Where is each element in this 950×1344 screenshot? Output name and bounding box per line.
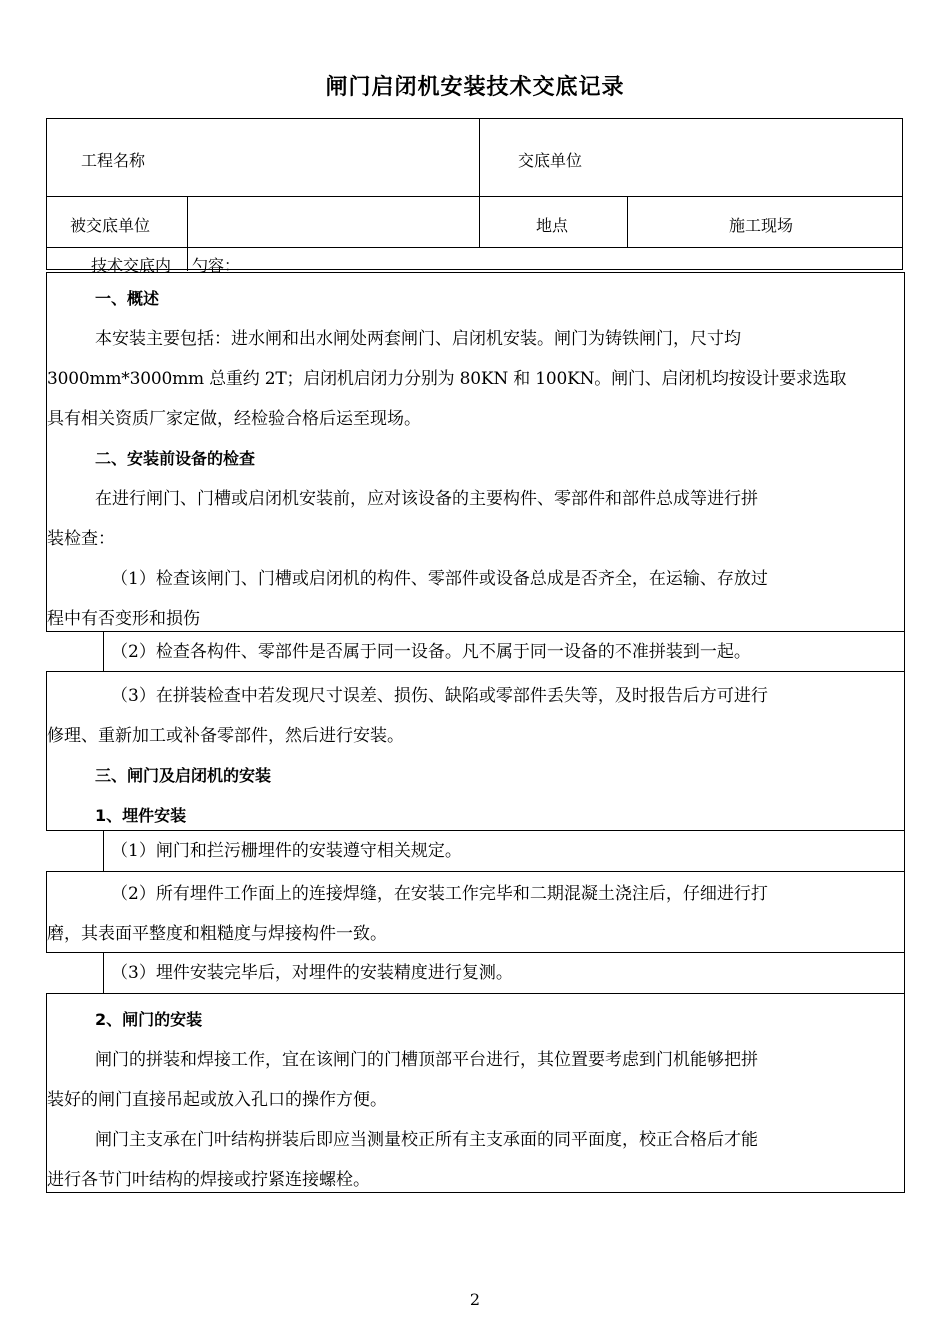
section3-sub1-item1: （1）闸门和拦污栅埋件的安装遵守相关规定。: [111, 841, 462, 861]
content-box-sub1-item1: [103, 830, 905, 872]
section3-sub1-item2-line: （2）所有埋件工作面上的连接焊缝，在安装工作完毕和二期混凝土浇注后，仔细进行打: [111, 884, 768, 904]
section2-item2: （2）检查各构件、零部件是否属于同一设备。凡不属于同一设备的不准拼装到一起。: [111, 642, 751, 662]
section2-para-line: 在进行闸门、门槽或启闭机安装前，应对该设备的主要构件、零部件和部件总成等进行拼: [95, 489, 758, 509]
section2-item1-line: （1）检查该闸门、门槽或启闭机的构件、零部件或设备总成是否齐全，在运输、存放过: [111, 569, 768, 589]
section1-para-line: 3000mm*3000mm 总重约 2T；启闭机启闭力分别为 80KN 和 100KN。闸门、启闭机均按设计要求选取: [47, 369, 847, 389]
section3-sub2-para2-line: 进行各节门叶结构的焊接或拧紧连接螺栓。: [47, 1170, 370, 1190]
document-title: 闸门启闭机安装技术交底记录: [325, 75, 625, 100]
section3-heading: 三、闸门及启闭机的安装: [95, 766, 272, 785]
header-col-divider: [479, 119, 480, 247]
content-box-sub1-item3: [103, 952, 905, 994]
content-box-sub1-item2: [46, 871, 905, 953]
location-value: 施工现场: [729, 216, 794, 235]
section1-para-line: 具有相关资质厂家定做，经检验合格后运至现场。: [47, 409, 421, 429]
receiving-unit-label: 被交底单位: [70, 216, 151, 235]
section3-sub2-para2-line: 闸门主支承在门叶结构拼装后即应当测量校正所有主支承面的同平面度，校正合格后才能: [95, 1130, 758, 1150]
tech-content-label: 技术交底内: [91, 256, 172, 275]
tech-content-suffix: 勺容：: [192, 256, 241, 275]
content-box-item2: [103, 631, 905, 672]
section3-sub2-para1-line: 装好的闸门直接吊起或放入孔口的操作方便。: [47, 1090, 387, 1110]
section3-sub2-para1-line: 闸门的拼装和焊接工作，宜在该闸门的门槽顶部平台进行，其位置要考虑到门机能够把拼: [95, 1050, 758, 1070]
location-label: 地点: [536, 216, 569, 235]
section2-para-line: 装检查：: [47, 529, 115, 549]
section2-item3-line: （3）在拼装检查中若发现尺寸误差、损伤、缺陷或零部件丢失等，及时报告后方可进行: [111, 686, 768, 706]
section1-para-line: 本安装主要包括：进水闸和出水闸处两套闸门、启闭机安装。闸门为铸铁闸门，尺寸均: [95, 329, 741, 349]
content-box-gate-install: [46, 993, 905, 1193]
section2-item3-line: 修理、重新加工或补备零部件，然后进行安装。: [47, 726, 404, 746]
disclosing-unit-label: 交底单位: [518, 151, 583, 170]
section2-item1-line: 程中有否变形和损伤: [47, 609, 200, 629]
section3-sub1-heading: 1、埋件安装: [95, 806, 187, 825]
project-name-label: 工程名称: [81, 151, 146, 170]
section2-heading: 二、安装前设备的检查: [95, 449, 256, 468]
section3-sub1-item3: （3）埋件安装完毕后，对埋件的安装精度进行复测。: [111, 963, 513, 983]
content-box-overview: [46, 272, 905, 632]
header-col-divider: [187, 196, 188, 271]
section3-sub2-heading: 2、闸门的安装: [95, 1010, 203, 1029]
header-row-divider: [47, 247, 902, 248]
header-table: [46, 118, 903, 275]
section1-heading: 一、概述: [95, 289, 160, 308]
page-number: 2: [469, 1290, 481, 1309]
header-row-divider: [47, 196, 902, 197]
content-box-install: [46, 671, 905, 831]
section3-sub1-item2-line: 磨，其表面平整度和粗糙度与焊接构件一致。: [47, 924, 387, 944]
header-col-divider: [627, 196, 628, 247]
